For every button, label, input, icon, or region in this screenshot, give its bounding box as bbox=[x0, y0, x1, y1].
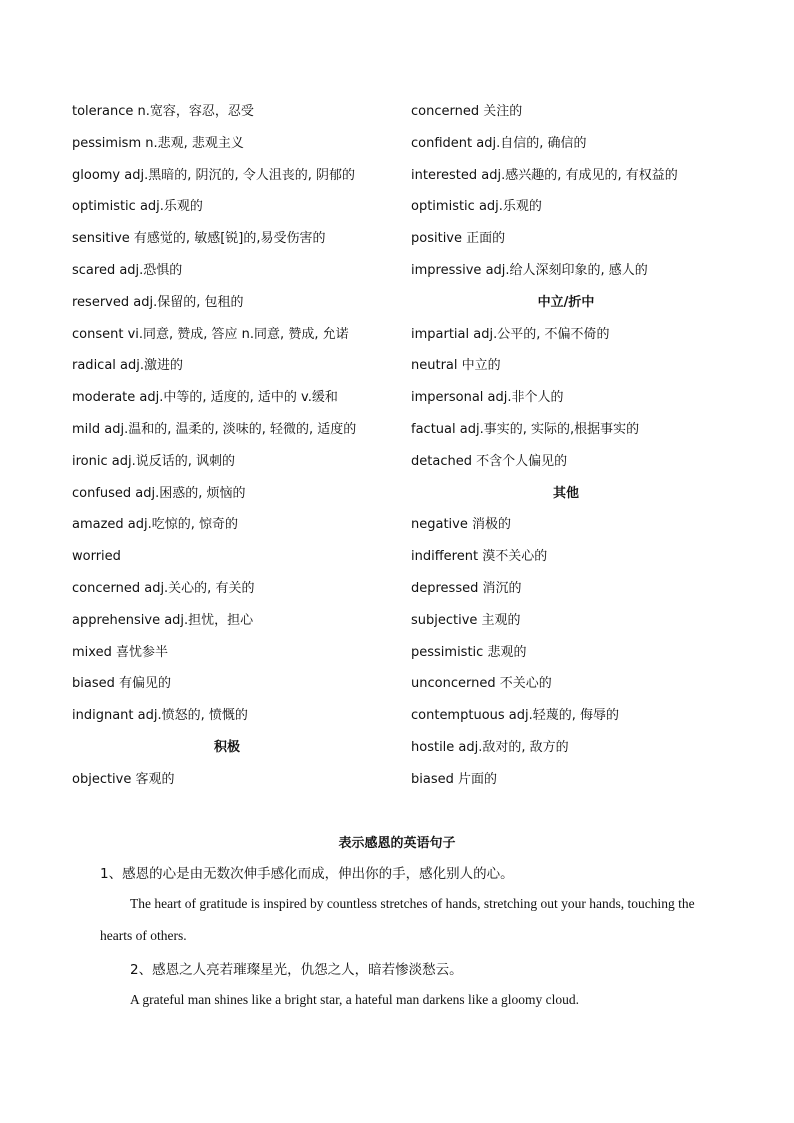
vocab-entry: worried bbox=[72, 549, 121, 565]
vocab-entry: scared adj.恐惧的 bbox=[72, 262, 183, 278]
vocab-entry: indifferent 漠不关心的 bbox=[411, 549, 548, 565]
vocab-entry: optimistic adj.乐观的 bbox=[72, 199, 203, 215]
vocab-entry: radical adj.激进的 bbox=[72, 358, 183, 374]
vocab-entry: depressed 消沉的 bbox=[411, 580, 522, 596]
vocab-column-left bbox=[72, 96, 392, 796]
vocab-entry: indignant adj.愤怒的, 愤慨的 bbox=[72, 708, 248, 724]
vocab-entry: amazed adj.吃惊的, 惊奇的 bbox=[72, 517, 239, 533]
vocab-entry: confident adj.自信的, 确信的 bbox=[411, 135, 587, 151]
sentence-1-english-line-2: hearts of others. bbox=[100, 928, 187, 943]
vocab-entry: mixed 喜忧参半 bbox=[72, 644, 168, 660]
vocab-entry: impressive adj.给人深刻印象的, 感人的 bbox=[411, 262, 648, 278]
vocab-entry: apprehensive adj.担忧，担心 bbox=[72, 612, 254, 628]
vocab-entry: optimistic adj.乐观的 bbox=[411, 199, 542, 215]
vocab-entry: concerned adj.关心的, 有关的 bbox=[72, 580, 255, 596]
vocab-entry: sensitive 有感觉的, 敏感[锐]的,易受伤害的 bbox=[72, 231, 326, 247]
category-heading: 其他 bbox=[552, 485, 579, 501]
vocab-entry: mild adj.温和的, 温柔的, 淡味的, 轻微的, 适度的 bbox=[72, 421, 357, 437]
vocab-column-right bbox=[411, 96, 741, 796]
sentence-1-english-line-1: The heart of gratitude is inspired by countless stretches of hands, stretching out your hands, touching the bbox=[130, 896, 695, 911]
vocab-entry: interested adj.感兴趣的, 有成见的, 有权益的 bbox=[411, 167, 678, 183]
vocab-entry: unconcerned 不关心的 bbox=[411, 676, 552, 692]
vocab-entry: consent vi.同意, 赞成, 答应 n.同意, 赞成, 允诺 bbox=[72, 326, 349, 342]
vocab-entry: gloomy adj.黑暗的, 阴沉的, 令人沮丧的, 阴郁的 bbox=[72, 167, 356, 183]
vocab-entry: biased 片面的 bbox=[411, 771, 497, 787]
vocab-entry: pessimistic 悲观的 bbox=[411, 644, 527, 660]
vocab-entry: impartial adj.公平的, 不偏不倚的 bbox=[411, 326, 610, 342]
sentence-1-chinese: 1、感恩的心是由无数次伸手感化而成，伸出你的手，感化别人的心。 bbox=[100, 866, 514, 882]
vocab-entry: concerned 关注的 bbox=[411, 104, 523, 119]
sentence-2-chinese: 2、感恩之人亮若璀璨星光，仇怨之人，暗若惨淡愁云。 bbox=[130, 962, 463, 978]
vocab-entry: negative 消极的 bbox=[411, 517, 511, 533]
category-heading: 中立/折中 bbox=[537, 294, 595, 310]
vocab-entry: pessimism n.悲观, 悲观主义 bbox=[72, 135, 244, 151]
vocab-entry: reserved adj.保留的, 包租的 bbox=[72, 294, 244, 310]
vocab-entry: factual adj.事实的, 实际的,根据事实的 bbox=[411, 421, 640, 437]
vocab-entry: neutral 中立的 bbox=[411, 358, 501, 374]
vocab-entry: ironic adj.说反话的, 讽刺的 bbox=[72, 453, 235, 469]
vocab-entry: subjective 主观的 bbox=[411, 612, 521, 628]
vocab-entry: detached 不含个人偏见的 bbox=[411, 453, 568, 469]
vocab-entry: objective 客观的 bbox=[72, 771, 175, 787]
sentence-2-english: A grateful man shines like a bright star, a hateful man darkens like a gloomy cloud. bbox=[130, 992, 579, 1007]
vocab-entry: moderate adj.中等的, 适度的, 适中的 v.缓和 bbox=[72, 390, 338, 406]
vocab-entry: tolerance n.宽容，容忍，忍受 bbox=[72, 104, 254, 119]
section-title: 表示感恩的英语句子 bbox=[338, 836, 456, 851]
category-heading: 积极 bbox=[213, 739, 240, 755]
vocab-entry: contemptuous adj.轻蔑的, 侮辱的 bbox=[411, 708, 620, 724]
vocab-entry: impersonal adj.非个人的 bbox=[411, 390, 564, 406]
vocab-entry: positive 正面的 bbox=[411, 231, 506, 247]
vocab-entry: confused adj.困惑的, 烦恼的 bbox=[72, 485, 246, 501]
vocab-entry: hostile adj.敌对的, 敌方的 bbox=[411, 739, 569, 755]
vocab-entry: biased 有偏见的 bbox=[72, 676, 171, 692]
